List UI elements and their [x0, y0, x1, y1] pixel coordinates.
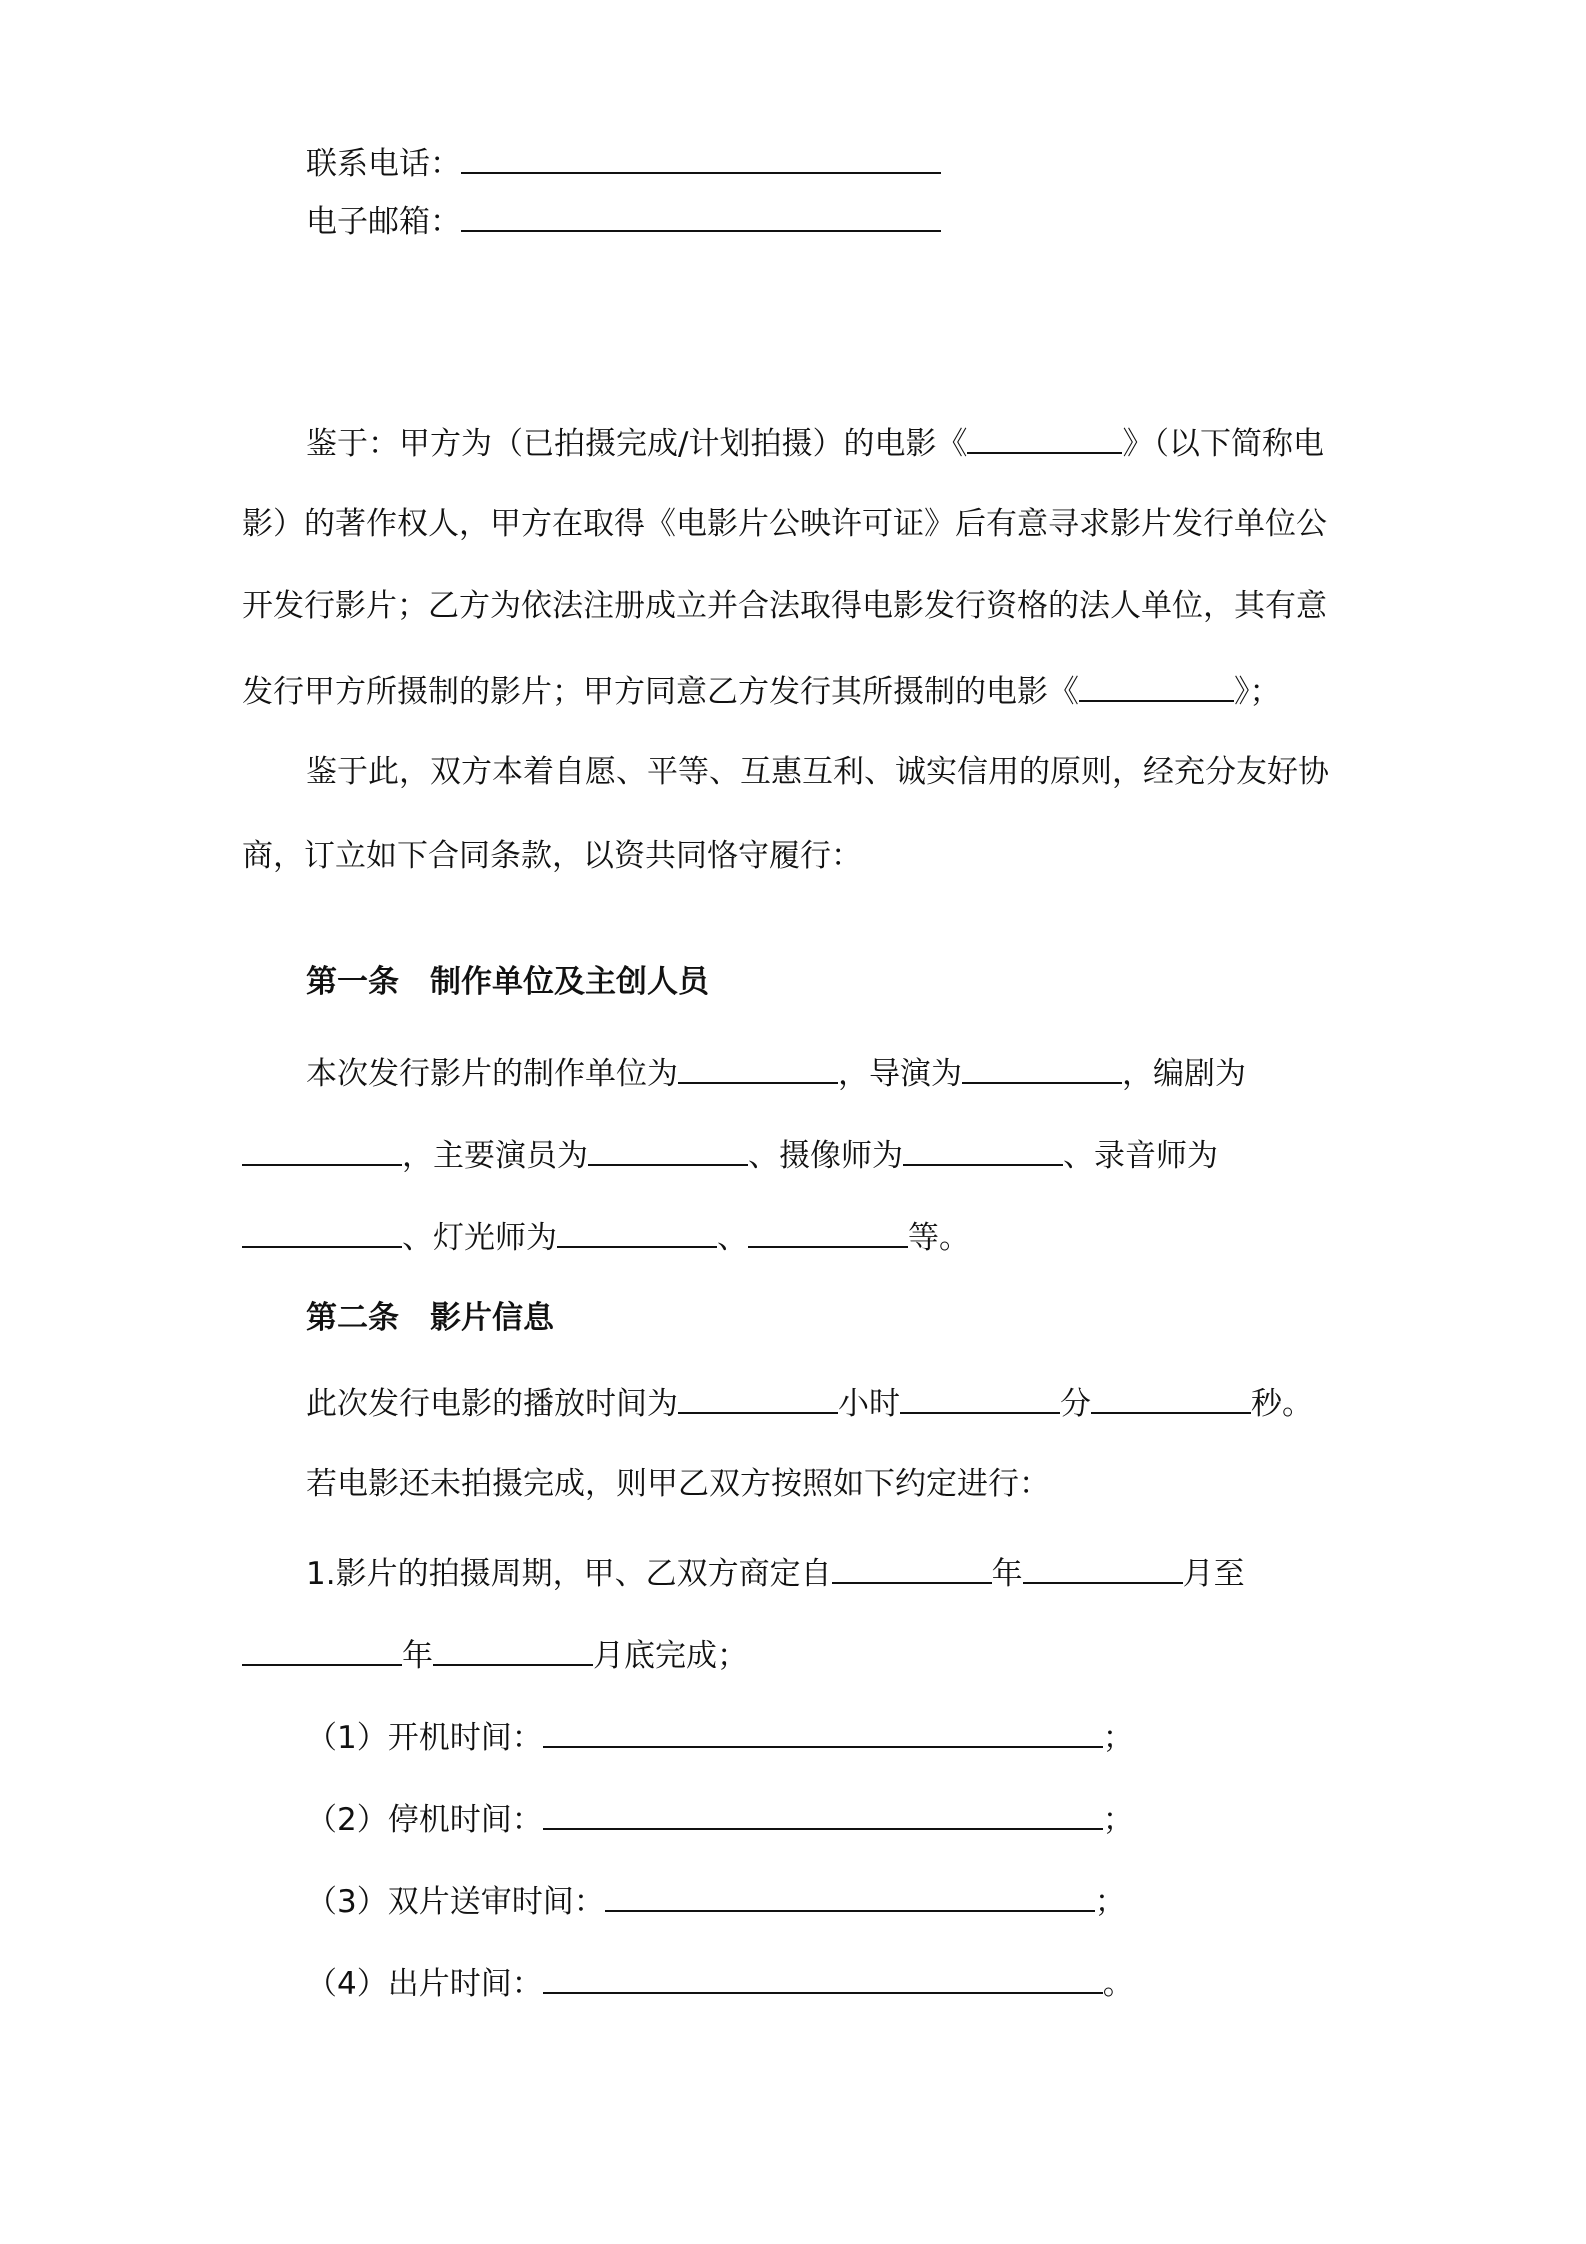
paragraph-line [306, 1552, 1245, 1594]
text: ； [1094, 1884, 1126, 1920]
paragraph-line [306, 1382, 1313, 1424]
text: 。 [1102, 1966, 1134, 2002]
text: 本次发行影片的制作单位为 [306, 1056, 678, 1092]
schedule-line-3 [306, 1880, 1126, 1922]
text: ； [1102, 1720, 1134, 1756]
email-line [306, 200, 941, 242]
paragraph-line: 鉴于此，双方本着自愿、平等、互惠互利、诚实信用的原则，经充分友好协 [306, 754, 1329, 790]
text: 月至 [1182, 1556, 1245, 1592]
paragraph-line: 商，订立如下合同条款，以资共同恪守履行： [242, 838, 862, 874]
text: 小时 [838, 1386, 900, 1422]
paragraph-line: 开发行影片；乙方为依法注册成立并合法取得电影发行资格的法人单位，其有意 [242, 588, 1327, 624]
text: ，编剧为 [1122, 1056, 1246, 1092]
label: 电子邮箱： [306, 204, 461, 240]
label: 联系电话： [306, 146, 461, 182]
text: 》； [1234, 674, 1281, 710]
blank [588, 1134, 748, 1166]
paragraph-line: 若电影还未拍摄完成，则甲乙双方按照如下约定进行： [306, 1466, 1050, 1502]
text: 年 [991, 1556, 1023, 1592]
blank [461, 142, 941, 174]
blank [543, 1798, 1103, 1830]
blank [557, 1216, 717, 1248]
blank [543, 1716, 1103, 1748]
blank [678, 1382, 838, 1414]
blank [433, 1634, 593, 1666]
text: ，导演为 [838, 1056, 962, 1092]
text: 秒。 [1251, 1386, 1313, 1422]
blank [967, 422, 1122, 454]
text: 》（以下简称电 [1122, 426, 1324, 462]
text: 此次发行电影的播放时间为 [306, 1386, 678, 1422]
blank [832, 1552, 992, 1584]
blank [605, 1880, 1095, 1912]
text: 鉴于：甲方为（已拍摄完成/计划拍摄）的电影《 [306, 426, 968, 462]
schedule-line-2 [306, 1798, 1134, 1840]
paragraph-line [306, 1052, 1246, 1094]
blank [242, 1134, 402, 1166]
paragraph-line [242, 1134, 1218, 1176]
blank [962, 1052, 1122, 1084]
text: 、 [717, 1220, 748, 1256]
blank [242, 1634, 402, 1666]
text: 分 [1060, 1386, 1091, 1422]
text: 等。 [908, 1220, 970, 1256]
blank [1079, 670, 1234, 702]
text: （1）开机时间： [306, 1720, 543, 1756]
section-heading-1: 第一条 制作单位及主创人员 [306, 964, 709, 1000]
text: ； [1102, 1802, 1134, 1838]
paragraph-line [242, 670, 1281, 712]
blank [1091, 1382, 1251, 1414]
text: 年 [402, 1638, 433, 1674]
blank [748, 1216, 908, 1248]
text: 、摄像师为 [748, 1138, 903, 1174]
schedule-line-4 [306, 1962, 1134, 2004]
paragraph-line [306, 422, 1324, 464]
text: 、灯光师为 [402, 1220, 557, 1256]
blank [242, 1216, 402, 1248]
paragraph-line: 影）的著作权人，甲方在取得《电影片公映许可证》后有意寻求影片发行单位公 [242, 506, 1327, 542]
text: 、录音师为 [1063, 1138, 1218, 1174]
blank [461, 200, 941, 232]
text: （4）出片时间： [306, 1966, 543, 2002]
text: 月底完成； [593, 1638, 748, 1674]
blank [678, 1052, 838, 1084]
text: （3）双片送审时间： [306, 1884, 605, 1920]
text: （2）停机时间： [306, 1802, 543, 1838]
text: 发行甲方所摄制的影片；甲方同意乙方发行其所摄制的电影《 [242, 674, 1079, 710]
blank [900, 1382, 1060, 1414]
section-heading-2: 第二条 影片信息 [306, 1300, 554, 1336]
schedule-line-1 [306, 1716, 1134, 1758]
blank [1023, 1552, 1183, 1584]
contact-phone-line [306, 142, 941, 184]
text: 1.影片的拍摄周期，甲、乙双方商定自 [306, 1556, 832, 1592]
blank [543, 1962, 1103, 1994]
blank [903, 1134, 1063, 1166]
text: ，主要演员为 [402, 1138, 588, 1174]
paragraph-line [242, 1216, 970, 1258]
paragraph-line [242, 1634, 748, 1676]
